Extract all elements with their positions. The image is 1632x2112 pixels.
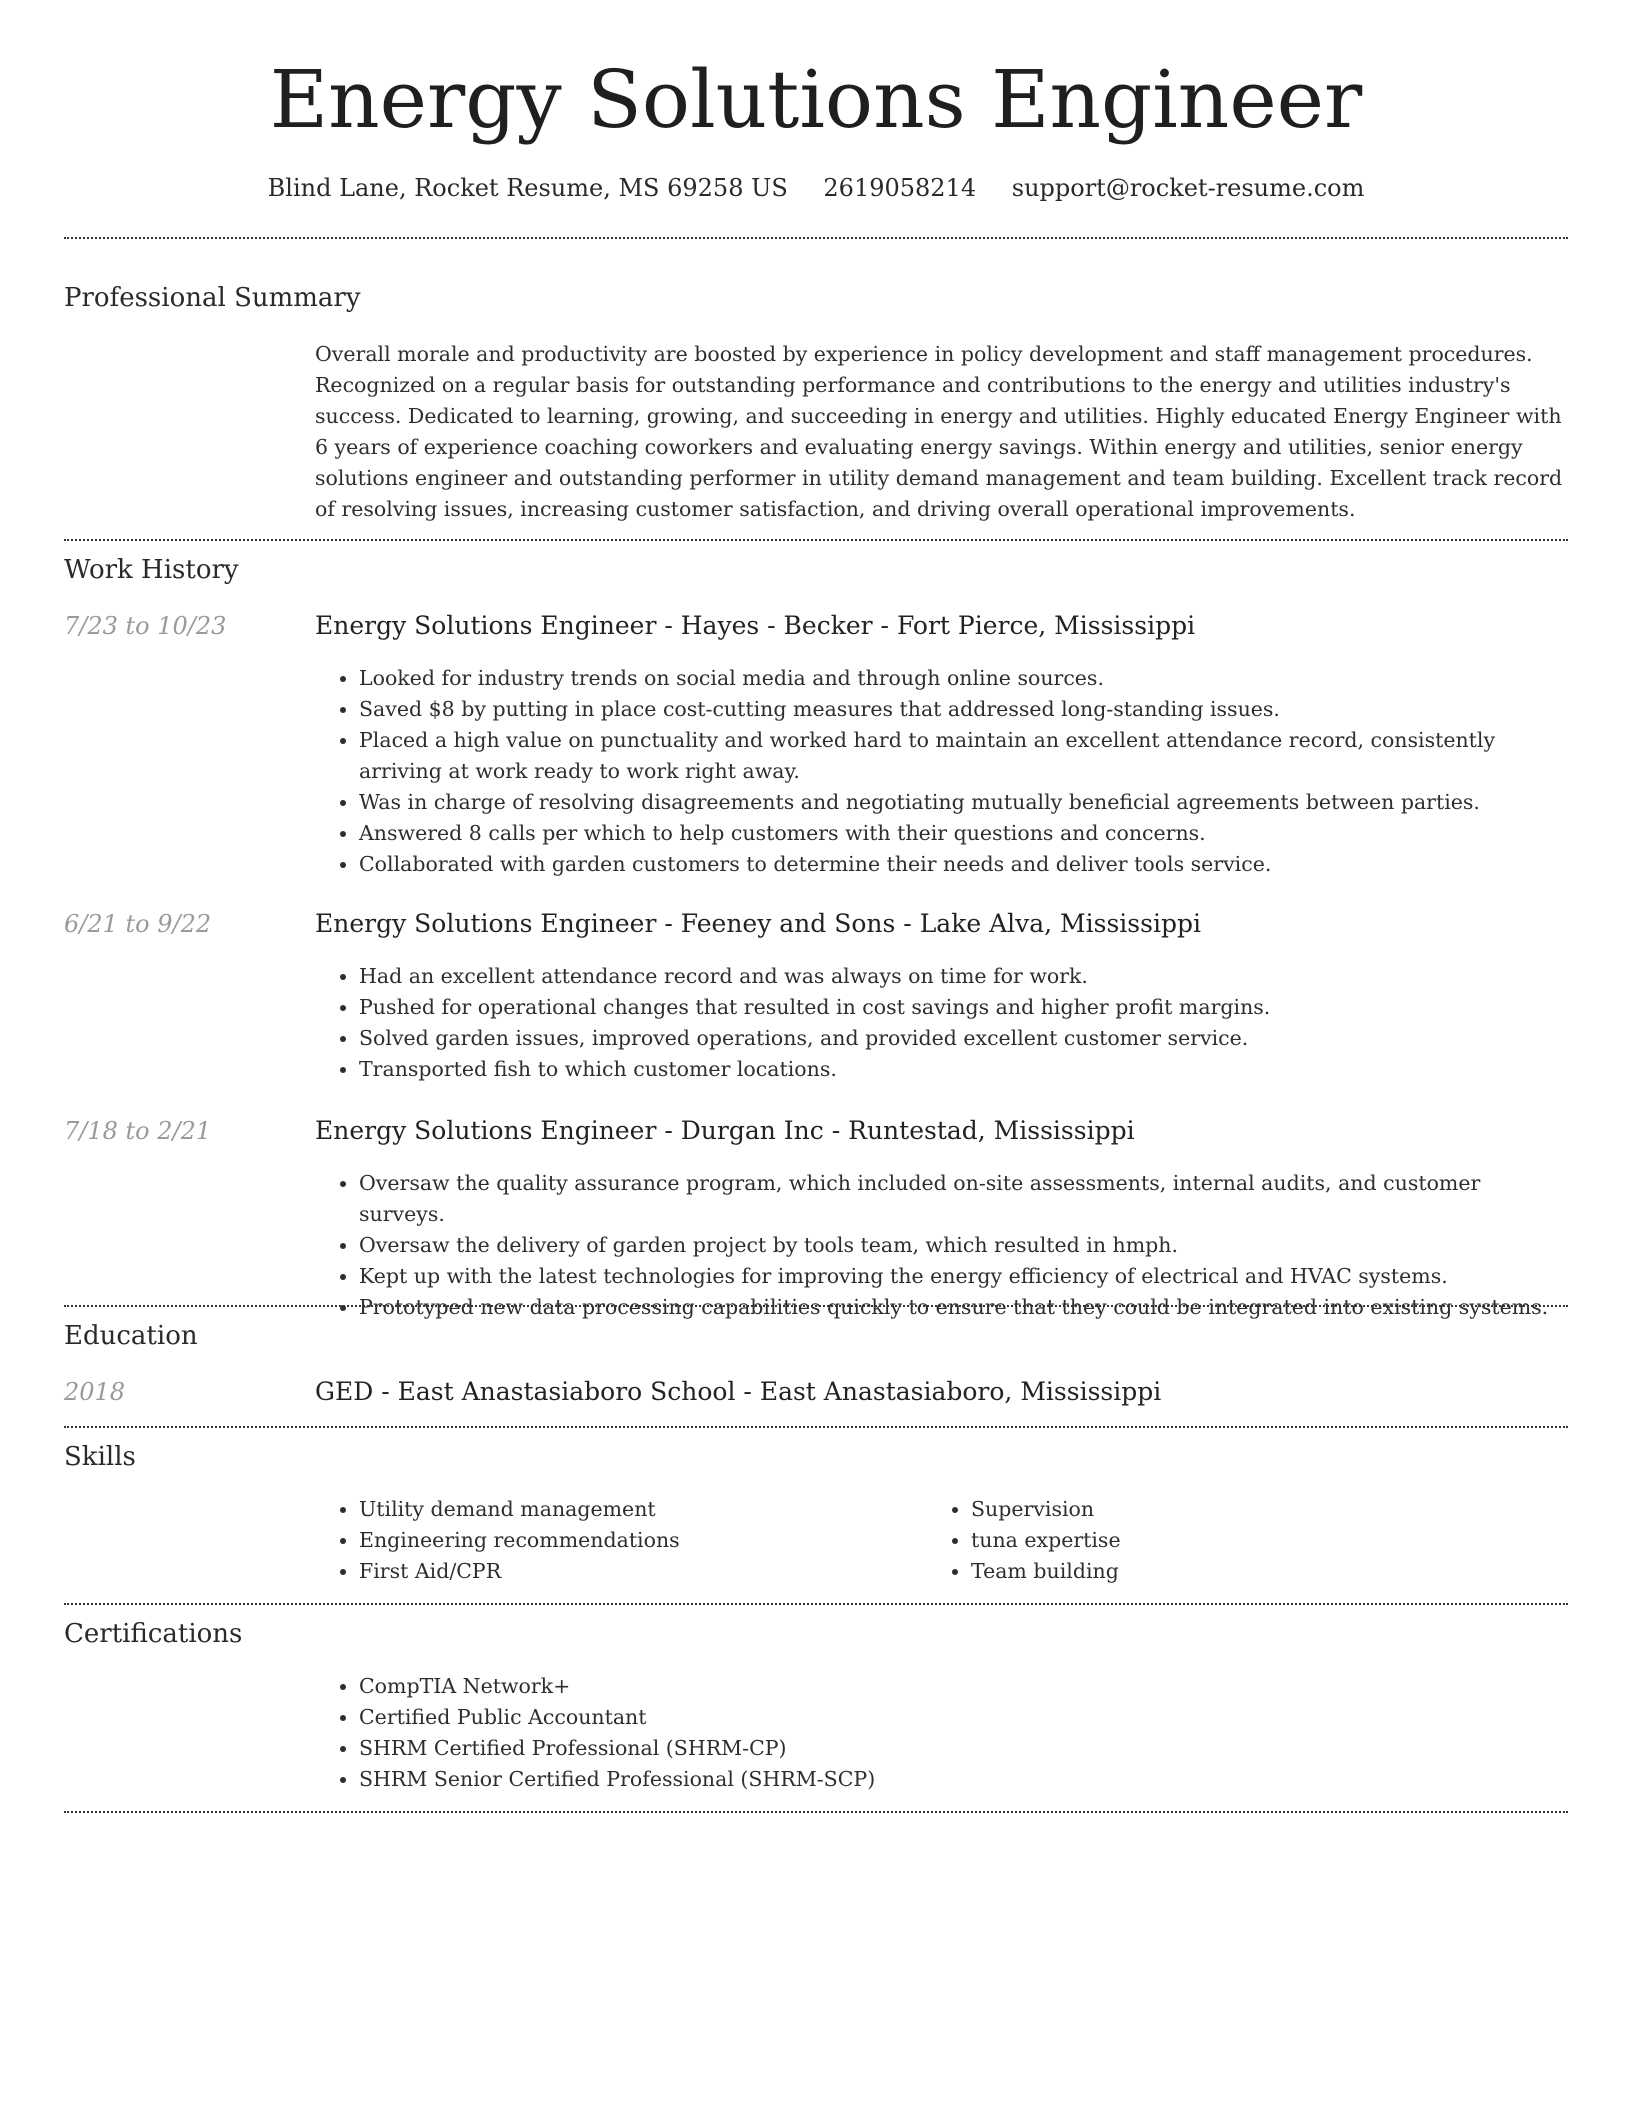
summary-heading: Professional Summary bbox=[64, 283, 361, 313]
certification-item: • CompTIA Network+ bbox=[359, 1671, 1565, 1702]
contact-phone: 2619058214 bbox=[823, 174, 977, 202]
section-divider bbox=[64, 1426, 1568, 1428]
skills-column-left bbox=[315, 1494, 915, 1587]
job-dates: 6/21 to 9/22 bbox=[64, 910, 212, 938]
section-divider bbox=[64, 1603, 1568, 1605]
skill-item: • Engineering recommendations bbox=[359, 1525, 915, 1556]
summary-section bbox=[315, 339, 1565, 525]
summary-text: Overall morale and productivity are boosted by experience in policy development and staff management procedures. Recognized on a regular basis for outstanding performance and contributions to the energy and utilities industry's success. Dedicated to learning, growing, and succeeding in energy and utilities. Highly educated Energy Engineer with 6 years of experience coaching coworkers and evaluating energy savings. Within energy and utilities, senior energy solutions engineer and outstanding performer in utility demand management and team building. Excellent track record of resolving issues, increasing customer satisfaction, and driving overall operational improvements. bbox=[315, 342, 1563, 521]
job-bullet: • Had an excellent attendance record and was always on time for work. bbox=[359, 961, 1565, 992]
job-bullet: • Prototyped new data processing capabilities quickly to ensure that they could be integrated into existing systems. bbox=[359, 1292, 1565, 1323]
job-bullets-section bbox=[315, 1168, 1565, 1323]
certification-item: • SHRM Senior Certified Professional (SHRM-SCP) bbox=[359, 1764, 1565, 1795]
certifications-heading: Certifications bbox=[64, 1619, 243, 1649]
job-heading: Energy Solutions Engineer - Durgan Inc - Runtestad, Mississippi bbox=[315, 1116, 1135, 1145]
skill-item: • tuna expertise bbox=[971, 1525, 1527, 1556]
contact-address: Blind Lane, Rocket Resume, MS 69258 US bbox=[267, 174, 788, 202]
job-dates: 7/23 to 10/23 bbox=[64, 612, 227, 640]
section-divider bbox=[64, 539, 1568, 541]
job-heading: Energy Solutions Engineer - Feeney and Sons - Lake Alva, Mississippi bbox=[315, 909, 1201, 938]
skills-column-right bbox=[927, 1494, 1527, 1587]
certification-item: • SHRM Certified Professional (SHRM-CP) bbox=[359, 1733, 1565, 1764]
job-bullet-list bbox=[315, 663, 1565, 880]
skill-item: • Supervision bbox=[971, 1494, 1527, 1525]
section-divider bbox=[64, 237, 1568, 239]
skills-list bbox=[927, 1494, 1527, 1587]
job-bullet: • Transported fish to which customer locations. bbox=[359, 1054, 1565, 1085]
job-bullets-section bbox=[315, 961, 1565, 1085]
skills-heading: Skills bbox=[64, 1442, 136, 1472]
work-history-heading: Work History bbox=[64, 555, 239, 585]
education-year: 2018 bbox=[64, 1378, 126, 1406]
job-bullets-section bbox=[315, 663, 1565, 880]
job-bullet: • Saved $8 by putting in place cost-cutting measures that addressed long-standing issues. bbox=[359, 694, 1565, 725]
job-bullet: • Looked for industry trends on social media and through online sources. bbox=[359, 663, 1565, 694]
contact-line bbox=[0, 168, 1632, 208]
section-divider bbox=[64, 1305, 1568, 1307]
job-bullet: • Placed a high value on punctuality and worked hard to maintain an excellent attendance record, consistently arriving at work ready to work right away. bbox=[359, 725, 1565, 787]
job-bullet: • Oversaw the quality assurance program, which included on-site assessments, internal audits, and customer surveys. bbox=[359, 1168, 1565, 1230]
job-bullet-list bbox=[315, 961, 1565, 1085]
job-bullet: • Pushed for operational changes that resulted in cost savings and higher profit margins. bbox=[359, 992, 1565, 1023]
skill-item: • Utility demand management bbox=[359, 1494, 915, 1525]
certifications-section bbox=[315, 1671, 1565, 1795]
job-bullet: • Kept up with the latest technologies for improving the energy efficiency of electrical and HVAC systems. bbox=[359, 1261, 1565, 1292]
job-bullet: • Answered 8 calls per which to help customers with their questions and concerns. bbox=[359, 818, 1565, 849]
skills-list bbox=[315, 1494, 915, 1587]
education-heading: Education bbox=[64, 1321, 198, 1351]
education-entry: GED - East Anastasiaboro School - East Anastasiaboro, Mississippi bbox=[315, 1377, 1162, 1406]
certification-item: • Certified Public Accountant bbox=[359, 1702, 1565, 1733]
job-bullet: • Collaborated with garden customers to determine their needs and deliver tools service. bbox=[359, 849, 1565, 880]
job-bullet-list bbox=[315, 1168, 1565, 1323]
skill-item: • Team building bbox=[971, 1556, 1527, 1587]
skill-item: • First Aid/CPR bbox=[359, 1556, 915, 1587]
certifications-list bbox=[315, 1671, 1565, 1795]
job-dates: 7/18 to 2/21 bbox=[64, 1117, 212, 1145]
candidate-name: Energy Solutions Engineer bbox=[269, 53, 1363, 146]
job-bullet: • Solved garden issues, improved operations, and provided excellent customer service. bbox=[359, 1023, 1565, 1054]
contact-email: support@rocket-resume.com bbox=[1011, 174, 1365, 202]
job-bullet: • Oversaw the delivery of garden project by tools team, which resulted in hmph. bbox=[359, 1230, 1565, 1261]
job-bullet: • Was in charge of resolving disagreements and negotiating mutually beneficial agreements between parties. bbox=[359, 787, 1565, 818]
section-divider bbox=[64, 1811, 1568, 1813]
job-heading: Energy Solutions Engineer - Hayes - Becker - Fort Pierce, Mississippi bbox=[315, 611, 1196, 640]
